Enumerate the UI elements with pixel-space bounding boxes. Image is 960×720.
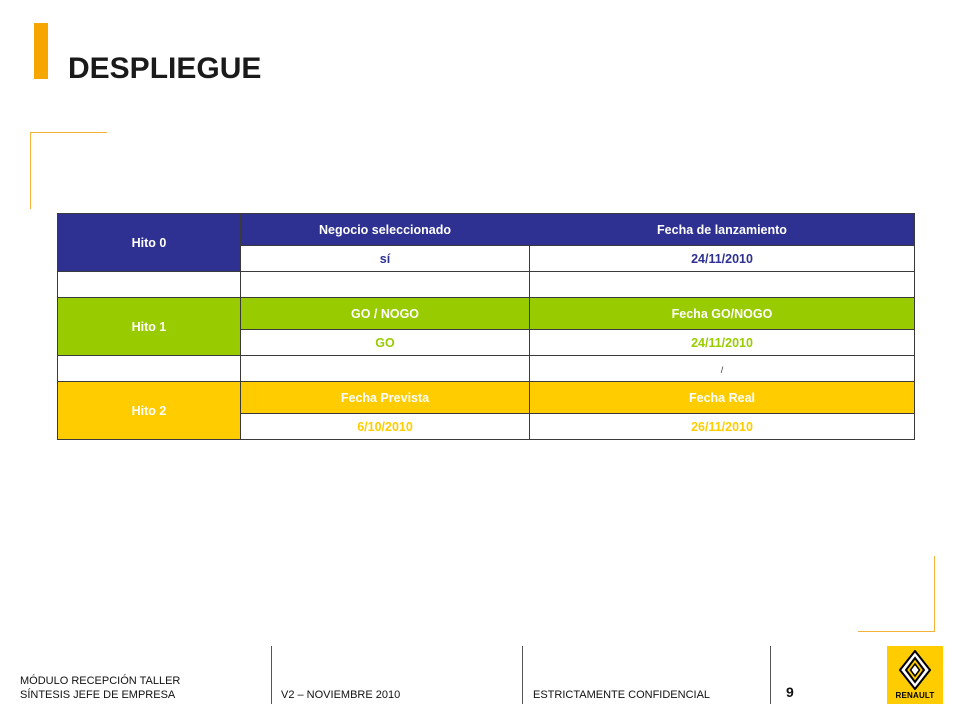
gap-cell [530, 356, 915, 382]
gap-cell [241, 356, 530, 382]
hito0-col2-value: sí [241, 246, 530, 272]
footer-separator [522, 646, 523, 704]
gap-cell [530, 272, 915, 298]
corner-bracket-bottom-right-horizontal [858, 631, 935, 632]
renault-logo-text: RENAULT [895, 691, 935, 700]
footer-confidential: ESTRICTAMENTE CONFIDENCIAL [533, 689, 711, 701]
hito2-col3-header: Fecha Real [530, 382, 915, 414]
renault-logo [887, 646, 943, 704]
gap-row-1 [58, 272, 915, 298]
hito1-col3-header: Fecha GO/NOGO [530, 298, 915, 330]
footer-separator [271, 646, 272, 704]
renault-diamond-icon [899, 650, 931, 690]
footer-module-line1: MÓDULO RECEPCIÓN TALLER [20, 675, 181, 687]
gap-cell [58, 356, 241, 382]
title-accent-bar [34, 23, 48, 79]
hito1-col2-header: GO / NOGO [241, 298, 530, 330]
gap-row-2 [58, 356, 915, 382]
hito2-col2-header: Fecha Prevista [241, 382, 530, 414]
hito0-col3-header: Fecha de lanzamiento [530, 214, 915, 246]
corner-bracket-top-left-horizontal [30, 132, 107, 133]
footer-module-line2: SÍNTESIS JEFE DE EMPRESA [20, 689, 176, 701]
gap-cell [241, 272, 530, 298]
hito2-label: Hito 2 [58, 382, 241, 440]
hito1-header-row [58, 298, 915, 330]
footer-module [20, 674, 180, 702]
milestones-table [57, 213, 915, 440]
hito0-header-row [58, 214, 915, 246]
footer-separator [770, 646, 771, 704]
corner-bracket-bottom-right-vertical [934, 556, 935, 632]
hito2-col2-value: 6/10/2010 [241, 414, 530, 440]
hito1-label: Hito 1 [58, 298, 241, 356]
gap-cell [58, 272, 241, 298]
hito2-header-row [58, 382, 915, 414]
hito0-col2-header: Negocio seleccionado [241, 214, 530, 246]
hito2-col3-value: 26/11/2010 [530, 414, 915, 440]
footer-version: V2 – NOVIEMBRE 2010 [281, 689, 401, 701]
hito0-label: Hito 0 [58, 214, 241, 272]
hito1-col2-value: GO [241, 330, 530, 356]
hito0-col3-value: 24/11/2010 [530, 246, 915, 272]
hito1-col3-value: 24/11/2010 [530, 330, 915, 356]
corner-bracket-top-left-vertical [30, 132, 31, 209]
page-number: 9 [786, 684, 794, 700]
gap-mark: / [720, 364, 724, 375]
page-title: DESPLIEGUE [68, 52, 262, 85]
